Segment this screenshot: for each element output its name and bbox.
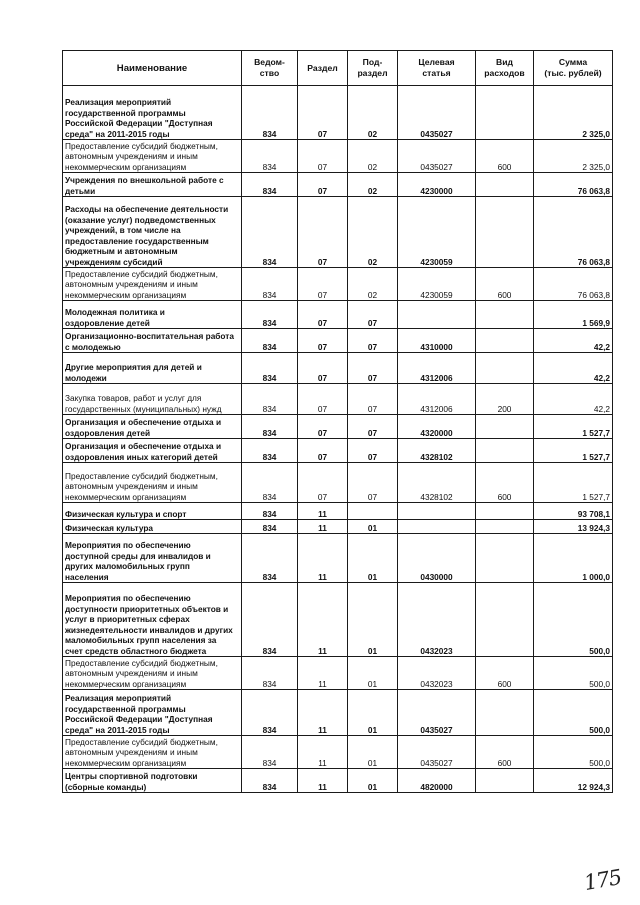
header-vedomstvo-line: ство bbox=[259, 68, 280, 78]
table-row bbox=[63, 520, 613, 534]
header-podrazdel bbox=[348, 51, 398, 86]
cell-razdel: 11 bbox=[298, 690, 348, 736]
cell-name-line: Физическая культура bbox=[65, 522, 154, 533]
cell-statya: 0435027 bbox=[398, 140, 476, 173]
cell-razdel: 11 bbox=[298, 769, 348, 793]
cell-vid bbox=[476, 583, 534, 657]
cell-vedomstvo: 834 bbox=[242, 301, 298, 329]
cell-name bbox=[63, 736, 242, 769]
cell-statya: 4310000 bbox=[398, 329, 476, 353]
cell-summa: 42,2 bbox=[534, 353, 613, 384]
cell-razdel: 07 bbox=[298, 415, 348, 439]
header-name bbox=[63, 51, 242, 86]
cell-razdel: 11 bbox=[298, 736, 348, 769]
cell-name-line: автономным учреждениям и иным bbox=[65, 151, 198, 161]
cell-podrazdel: 02 bbox=[348, 140, 398, 173]
cell-statya bbox=[398, 301, 476, 329]
table-row bbox=[63, 439, 613, 463]
cell-name-line: государственной программы bbox=[65, 107, 186, 118]
cell-statya bbox=[398, 520, 476, 534]
cell-name-line: Мероприятия по обеспечению bbox=[65, 540, 191, 550]
cell-razdel: 07 bbox=[298, 86, 348, 140]
cell-summa: 2 325,0 bbox=[534, 140, 613, 173]
cell-summa: 76 063,8 bbox=[534, 197, 613, 268]
cell-razdel: 07 bbox=[298, 197, 348, 268]
cell-podrazdel: 02 bbox=[348, 86, 398, 140]
cell-podrazdel: 07 bbox=[348, 301, 398, 329]
cell-name bbox=[63, 520, 242, 534]
handwritten-page-number: 175 bbox=[582, 864, 623, 896]
cell-podrazdel bbox=[348, 503, 398, 520]
cell-summa: 500,0 bbox=[534, 690, 613, 736]
cell-statya bbox=[398, 503, 476, 520]
cell-summa: 76 063,8 bbox=[534, 268, 613, 301]
cell-vid bbox=[476, 520, 534, 534]
cell-vid bbox=[476, 86, 534, 140]
cell-name bbox=[63, 86, 242, 140]
cell-name-line: автономным учреждениям и иным bbox=[65, 747, 198, 757]
cell-name-line: Другие мероприятия для детей и bbox=[65, 362, 202, 372]
cell-name bbox=[63, 140, 242, 173]
header-statya-line: Целевая bbox=[418, 57, 455, 67]
header-podrazdel-line: Под- bbox=[362, 57, 383, 67]
cell-name-line: Предоставление субсидий бюджетным, bbox=[65, 470, 218, 481]
cell-name-line: счет средств областного бюджета bbox=[65, 645, 207, 656]
cell-name-line: автономным учреждениям и иным bbox=[65, 279, 198, 289]
table-row bbox=[63, 503, 613, 520]
header-vid-line: расходов bbox=[484, 68, 525, 78]
cell-name-line: Центры спортивной подготовки bbox=[65, 771, 198, 781]
cell-razdel: 11 bbox=[298, 534, 348, 583]
cell-podrazdel: 07 bbox=[348, 384, 398, 415]
header-summa-line: Сумма bbox=[558, 57, 588, 67]
cell-name-line: оздоровления иных категорий детей bbox=[65, 451, 218, 462]
cell-name-line: предоставление государственным bbox=[65, 235, 209, 246]
cell-name bbox=[63, 463, 242, 503]
cell-summa: 76 063,8 bbox=[534, 173, 613, 197]
cell-statya: 0435027 bbox=[398, 736, 476, 769]
cell-statya: 0432023 bbox=[398, 583, 476, 657]
cell-razdel: 11 bbox=[298, 520, 348, 534]
cell-name-line: маломобильных групп населения за bbox=[65, 635, 217, 645]
cell-podrazdel: 02 bbox=[348, 197, 398, 268]
cell-statya: 4320000 bbox=[398, 415, 476, 439]
cell-name-line: Закупка товаров, работ и услуг для bbox=[65, 393, 202, 403]
cell-name-line: Российской Федерации "Доступная bbox=[65, 118, 213, 128]
cell-summa: 42,2 bbox=[534, 329, 613, 353]
cell-summa: 1 527,7 bbox=[534, 415, 613, 439]
table-row bbox=[63, 736, 613, 769]
cell-name bbox=[63, 439, 242, 463]
table-row bbox=[63, 657, 613, 690]
cell-podrazdel: 01 bbox=[348, 736, 398, 769]
cell-razdel: 07 bbox=[298, 301, 348, 329]
cell-name bbox=[63, 415, 242, 439]
cell-name bbox=[63, 197, 242, 268]
cell-vedomstvo: 834 bbox=[242, 197, 298, 268]
cell-summa: 500,0 bbox=[534, 736, 613, 769]
table-row bbox=[63, 86, 613, 140]
cell-vedomstvo: 834 bbox=[242, 353, 298, 384]
cell-name-line: бюджетным и автономным bbox=[65, 246, 178, 256]
cell-statya: 4230059 bbox=[398, 268, 476, 301]
cell-name bbox=[63, 657, 242, 690]
cell-name-line: доступной среды для инвалидов и bbox=[65, 550, 211, 561]
table-row bbox=[63, 463, 613, 503]
cell-statya: 4312006 bbox=[398, 384, 476, 415]
cell-name-line: некоммерческим организациям bbox=[65, 757, 187, 768]
table-row bbox=[63, 301, 613, 329]
cell-vid bbox=[476, 329, 534, 353]
cell-name bbox=[63, 173, 242, 197]
cell-statya: 0435027 bbox=[398, 690, 476, 736]
cell-name-line: Реализация мероприятий bbox=[65, 97, 172, 107]
cell-podrazdel: 07 bbox=[348, 463, 398, 503]
header-vedomstvo-line: Ведом- bbox=[254, 57, 285, 67]
cell-name bbox=[63, 583, 242, 657]
cell-razdel: 07 bbox=[298, 173, 348, 197]
cell-podrazdel: 02 bbox=[348, 173, 398, 197]
cell-statya: 4328102 bbox=[398, 439, 476, 463]
cell-name-line: Учреждения по внешкольной работе с bbox=[65, 175, 224, 185]
cell-summa: 1 000,0 bbox=[534, 534, 613, 583]
cell-name-line: автономным учреждениям и иным bbox=[65, 481, 198, 491]
cell-vid: 600 bbox=[476, 268, 534, 301]
header-razdel-line: Раздел bbox=[307, 62, 338, 73]
cell-name bbox=[63, 268, 242, 301]
header-summa bbox=[534, 51, 613, 86]
table-body bbox=[63, 86, 613, 793]
header-summa-line: (тыс. рублей) bbox=[544, 68, 602, 78]
header-statya-line: статья bbox=[422, 68, 451, 78]
cell-vid: 200 bbox=[476, 384, 534, 415]
cell-razdel: 11 bbox=[298, 657, 348, 690]
cell-vedomstvo: 834 bbox=[242, 173, 298, 197]
cell-name-line: Организация и обеспечение отдыха и bbox=[65, 417, 222, 427]
table-row bbox=[63, 415, 613, 439]
table-row bbox=[63, 197, 613, 268]
cell-summa: 1 569,9 bbox=[534, 301, 613, 329]
cell-vid: 600 bbox=[476, 657, 534, 690]
table-row bbox=[63, 583, 613, 657]
cell-name bbox=[63, 329, 242, 353]
cell-name-line: оздоровления детей bbox=[65, 427, 151, 438]
table-row bbox=[63, 140, 613, 173]
header-podrazdel-line: раздел bbox=[357, 68, 388, 78]
budget-table bbox=[62, 50, 613, 793]
cell-razdel: 11 bbox=[298, 503, 348, 520]
cell-vid bbox=[476, 439, 534, 463]
cell-name bbox=[63, 353, 242, 384]
cell-name bbox=[63, 503, 242, 520]
header-razdel bbox=[298, 51, 348, 86]
cell-name-line: Организация и обеспечение отдыха и bbox=[65, 441, 222, 451]
header-statya bbox=[398, 51, 476, 86]
cell-statya: 0430000 bbox=[398, 534, 476, 583]
cell-name-line: других маломобильных групп bbox=[65, 561, 190, 571]
cell-vedomstvo: 834 bbox=[242, 583, 298, 657]
table-row bbox=[63, 384, 613, 415]
cell-statya: 4328102 bbox=[398, 463, 476, 503]
cell-name-line: жизнедеятельности инвалидов и других bbox=[65, 624, 233, 635]
cell-summa: 42,2 bbox=[534, 384, 613, 415]
table-row bbox=[63, 329, 613, 353]
cell-razdel: 07 bbox=[298, 140, 348, 173]
cell-vedomstvo: 834 bbox=[242, 463, 298, 503]
header-name-label: Наименование bbox=[116, 62, 188, 74]
table-row bbox=[63, 173, 613, 197]
cell-name-line: Предоставление субсидий бюджетным, bbox=[65, 140, 218, 151]
cell-name-line: учреждениям субсидий bbox=[65, 256, 163, 267]
table-row bbox=[63, 534, 613, 583]
header-vid-line: Вид bbox=[496, 57, 513, 67]
cell-name-line: некоммерческим организациям bbox=[65, 678, 187, 689]
cell-name bbox=[63, 690, 242, 736]
cell-name bbox=[63, 769, 242, 793]
cell-podrazdel: 01 bbox=[348, 520, 398, 534]
table-row bbox=[63, 690, 613, 736]
cell-name-line: Расходы на обеспечение деятельности bbox=[65, 204, 229, 214]
cell-vedomstvo: 834 bbox=[242, 736, 298, 769]
cell-vedomstvo: 834 bbox=[242, 384, 298, 415]
cell-name-line: населения bbox=[65, 571, 109, 582]
cell-name-line: оздоровление детей bbox=[65, 317, 150, 328]
cell-summa: 2 325,0 bbox=[534, 86, 613, 140]
cell-podrazdel: 07 bbox=[348, 415, 398, 439]
cell-vedomstvo: 834 bbox=[242, 503, 298, 520]
cell-vid bbox=[476, 534, 534, 583]
cell-vedomstvo: 834 bbox=[242, 268, 298, 301]
cell-summa: 93 708,1 bbox=[534, 503, 613, 520]
cell-name bbox=[63, 384, 242, 415]
cell-summa: 1 527,7 bbox=[534, 463, 613, 503]
cell-name-line: Организационно-воспитательная работа bbox=[65, 331, 234, 341]
cell-name-line: молодежи bbox=[65, 372, 107, 383]
cell-name-line: некоммерческим организациям bbox=[65, 161, 187, 172]
cell-podrazdel: 02 bbox=[348, 268, 398, 301]
cell-vid: 600 bbox=[476, 736, 534, 769]
cell-vid bbox=[476, 690, 534, 736]
table-row bbox=[63, 268, 613, 301]
cell-vedomstvo: 834 bbox=[242, 769, 298, 793]
cell-name-line: (сборные команды) bbox=[65, 781, 147, 792]
cell-summa: 500,0 bbox=[534, 583, 613, 657]
cell-podrazdel: 07 bbox=[348, 353, 398, 384]
cell-name-line: учреждений, в том числе на bbox=[65, 225, 181, 235]
cell-podrazdel: 01 bbox=[348, 690, 398, 736]
cell-vid bbox=[476, 503, 534, 520]
cell-statya: 0435027 bbox=[398, 86, 476, 140]
cell-name-line: услуг в приоритетных сферах bbox=[65, 614, 190, 624]
cell-podrazdel: 01 bbox=[348, 583, 398, 657]
cell-vedomstvo: 834 bbox=[242, 86, 298, 140]
cell-razdel: 11 bbox=[298, 583, 348, 657]
cell-podrazdel: 07 bbox=[348, 439, 398, 463]
cell-name-line: Предоставление субсидий бюджетным, bbox=[65, 268, 218, 279]
cell-vid: 600 bbox=[476, 463, 534, 503]
cell-name-line: Мероприятия по обеспечению bbox=[65, 593, 191, 603]
cell-summa: 1 527,7 bbox=[534, 439, 613, 463]
table-row bbox=[63, 769, 613, 793]
cell-name-line: государственной программы bbox=[65, 703, 186, 714]
cell-vedomstvo: 834 bbox=[242, 657, 298, 690]
cell-vid: 600 bbox=[476, 140, 534, 173]
cell-razdel: 07 bbox=[298, 268, 348, 301]
cell-statya: 0432023 bbox=[398, 657, 476, 690]
cell-vid bbox=[476, 301, 534, 329]
cell-name bbox=[63, 301, 242, 329]
cell-podrazdel: 01 bbox=[348, 769, 398, 793]
cell-name-line: государственных (муниципальных) нужд bbox=[65, 403, 222, 414]
cell-razdel: 07 bbox=[298, 439, 348, 463]
cell-name-line: некоммерческим организациям bbox=[65, 289, 187, 300]
cell-summa: 500,0 bbox=[534, 657, 613, 690]
cell-name-line: Физическая культура и спорт bbox=[65, 508, 187, 519]
cell-name-line: (оказание услуг) подведомственных bbox=[65, 214, 216, 225]
cell-name-line: с молодежью bbox=[65, 341, 121, 352]
cell-statya: 4230059 bbox=[398, 197, 476, 268]
cell-vedomstvo: 834 bbox=[242, 534, 298, 583]
cell-vedomstvo: 834 bbox=[242, 690, 298, 736]
cell-vid bbox=[476, 197, 534, 268]
cell-statya: 4312006 bbox=[398, 353, 476, 384]
cell-vedomstvo: 834 bbox=[242, 439, 298, 463]
cell-name-line: Предоставление субсидий бюджетным, bbox=[65, 657, 218, 668]
cell-podrazdel: 01 bbox=[348, 657, 398, 690]
cell-vid bbox=[476, 173, 534, 197]
cell-name-line: среда" на 2011-2015 годы bbox=[65, 128, 170, 139]
cell-name-line: доступности приоритетных объектов и bbox=[65, 603, 229, 614]
cell-razdel: 07 bbox=[298, 384, 348, 415]
table-row bbox=[63, 353, 613, 384]
cell-name-line: автономным учреждениям и иным bbox=[65, 668, 198, 678]
cell-vedomstvo: 834 bbox=[242, 140, 298, 173]
cell-razdel: 07 bbox=[298, 329, 348, 353]
cell-name bbox=[63, 534, 242, 583]
table-header bbox=[63, 51, 613, 86]
cell-name-line: среда" на 2011-2015 годы bbox=[65, 724, 170, 735]
cell-vid bbox=[476, 415, 534, 439]
cell-name-line: Российской Федерации "Доступная bbox=[65, 714, 213, 724]
header-vid bbox=[476, 51, 534, 86]
cell-summa: 13 924,3 bbox=[534, 520, 613, 534]
cell-name-line: Предоставление субсидий бюджетным, bbox=[65, 736, 218, 747]
cell-name-line: Молодежная политика и bbox=[65, 307, 165, 317]
cell-vedomstvo: 834 bbox=[242, 415, 298, 439]
cell-summa: 12 924,3 bbox=[534, 769, 613, 793]
cell-name-line: некоммерческим организациям bbox=[65, 491, 187, 502]
header-vedomstvo bbox=[242, 51, 298, 86]
cell-vedomstvo: 834 bbox=[242, 520, 298, 534]
cell-razdel: 07 bbox=[298, 353, 348, 384]
cell-vid bbox=[476, 769, 534, 793]
cell-vid bbox=[476, 353, 534, 384]
cell-name-line: Реализация мероприятий bbox=[65, 693, 172, 703]
cell-podrazdel: 07 bbox=[348, 329, 398, 353]
cell-vedomstvo: 834 bbox=[242, 329, 298, 353]
cell-razdel: 07 bbox=[298, 463, 348, 503]
cell-podrazdel: 01 bbox=[348, 534, 398, 583]
cell-statya: 4230000 bbox=[398, 173, 476, 197]
cell-name-line: детьми bbox=[65, 185, 96, 196]
cell-statya: 4820000 bbox=[398, 769, 476, 793]
